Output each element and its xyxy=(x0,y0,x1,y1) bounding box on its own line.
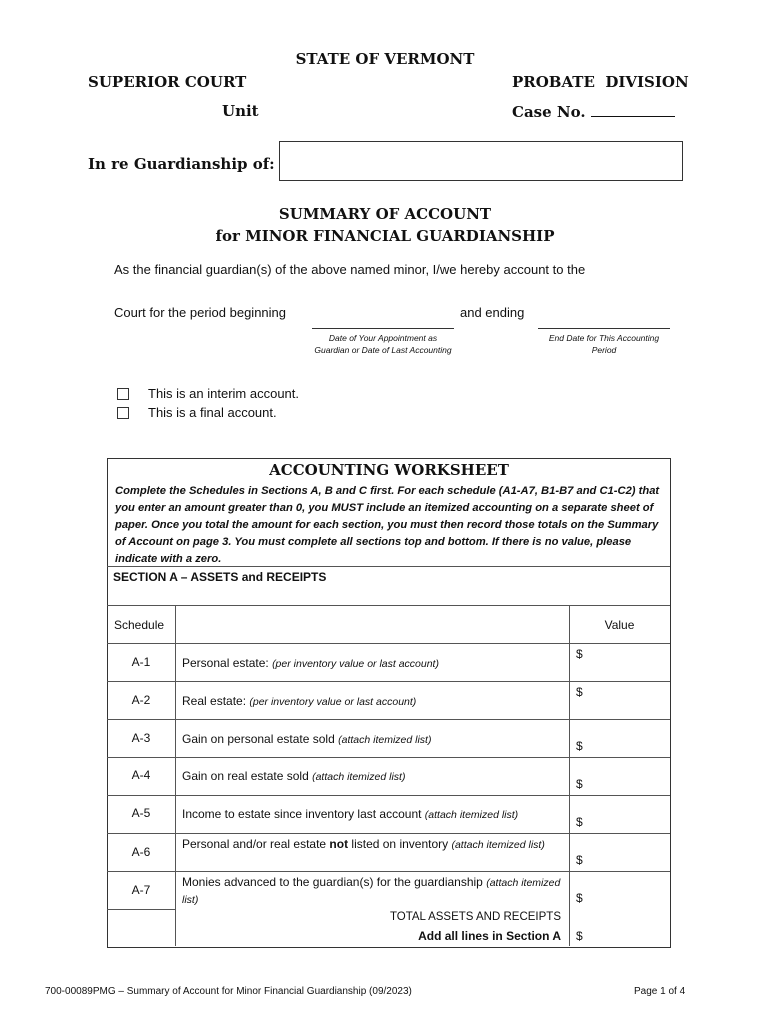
total-label: TOTAL ASSETS AND RECEIPTS xyxy=(389,911,561,923)
case-number-field[interactable] xyxy=(591,102,675,117)
row-a2-note: (per inventory value or last account) xyxy=(249,696,417,708)
row-a1-text: Personal estate: xyxy=(182,656,273,670)
divider xyxy=(107,605,670,606)
row-a3-note: (attach itemized list) xyxy=(338,734,432,746)
section-a-title: SECTION A – ASSETS and RECEIPTS xyxy=(113,570,327,584)
begin-date-field[interactable] xyxy=(312,328,454,329)
row-a4-description xyxy=(182,768,564,785)
row-a6-text-a: Personal and/or real estate xyxy=(182,837,330,851)
case-number-label xyxy=(512,102,675,121)
row-a6-description xyxy=(182,836,564,853)
form-title-line1: SUMMARY OF ACCOUNT xyxy=(278,205,492,223)
row-a3-description xyxy=(182,731,564,748)
a2-value-field[interactable]: $ xyxy=(576,685,583,699)
interim-checkbox[interactable] xyxy=(117,388,129,400)
row-a7-text: Monies advanced to the guardian(s) for the guardianship xyxy=(182,875,487,889)
column-divider xyxy=(569,605,570,946)
total-sub-label: Add all lines in Section A xyxy=(418,929,561,943)
state-heading: STATE OF VERMONT xyxy=(295,50,475,68)
a5-value-field[interactable]: $ xyxy=(576,815,583,829)
a6-value-field[interactable]: $ xyxy=(576,853,583,867)
total-value-field[interactable]: $ xyxy=(576,929,583,943)
division-heading: PROBATE DIVISION xyxy=(512,73,689,91)
guardianship-name-field[interactable] xyxy=(279,141,683,181)
form-id-footer: 700-00089PMG – Summary of Account for Minor Financial Guardianship (09/2023) xyxy=(45,986,412,997)
case-number-text: Case No. xyxy=(512,103,586,121)
a4-value-field[interactable]: $ xyxy=(576,777,583,791)
row-divider xyxy=(107,643,670,644)
row-divider xyxy=(107,909,176,910)
schedule-column-header: Schedule xyxy=(114,618,165,632)
final-checkbox[interactable] xyxy=(117,407,129,419)
row-a5-description xyxy=(182,806,564,823)
unit-label: Unit xyxy=(222,102,259,120)
row-divider xyxy=(107,833,670,834)
worksheet-title: ACCOUNTING WORKSHEET xyxy=(269,461,509,479)
a3-value-field[interactable]: $ xyxy=(576,739,583,753)
interim-label: This is an interim account. xyxy=(148,386,300,401)
a1-value-field[interactable]: $ xyxy=(576,647,583,661)
row-divider xyxy=(107,757,670,758)
row-a6-note: (attach itemized list) xyxy=(451,839,545,851)
end-date-field[interactable] xyxy=(538,328,670,329)
form-title-line2: for MINOR FINANCIAL GUARDIANSHIP xyxy=(215,227,555,245)
schedule-a1: A-1 xyxy=(131,655,151,669)
row-a2-text: Real estate: xyxy=(182,694,250,708)
row-a6-text-b: listed on inventory xyxy=(348,837,452,851)
row-a7-description xyxy=(182,874,564,908)
row-a7-note: (attach itemized list) xyxy=(182,877,561,906)
row-a2-description xyxy=(182,693,564,710)
period-begin-label: Court for the period beginning xyxy=(114,305,287,320)
row-a1-note: (per inventory value or last account) xyxy=(272,658,439,670)
value-column-header: Value xyxy=(604,618,635,632)
form-title xyxy=(0,203,770,247)
column-divider xyxy=(175,605,176,946)
period-end-label: and ending xyxy=(460,305,525,320)
final-label: This is a final account. xyxy=(148,405,277,420)
begin-date-caption: Date of Your Appointment as Guardian or Date of Last Accounting xyxy=(314,333,452,355)
row-divider xyxy=(107,719,670,720)
row-a3-text: Gain on personal estate sold xyxy=(182,732,339,746)
worksheet-instructions: Complete the Schedules in Sections A, B and C first. For each schedule (A1-A7, B1-B7 and C1-C2) that you enter an amount greater than 0, you MUST include an itemized accounting on a separate sheet of paper. Once you total the amount for each section, you must then record those totals on the Summary of Account on page 3. You must complete all sections top and bottom. If there is no value, please indicate with a zero. xyxy=(115,485,660,565)
in-re-label: In re Guardianship of: xyxy=(88,155,275,173)
a7-value-field[interactable]: $ xyxy=(576,891,583,905)
schedule-a2: A-2 xyxy=(131,693,151,707)
row-a6-text-bold: not xyxy=(329,837,349,851)
row-divider xyxy=(107,681,670,682)
row-a1-description xyxy=(182,655,564,672)
page-number: Page 1 of 4 xyxy=(634,986,686,997)
row-a5-note: (attach itemized list) xyxy=(424,809,519,821)
end-date-caption: End Date for This Accounting Period xyxy=(548,333,660,355)
row-a4-text: Gain on real estate sold xyxy=(182,769,313,783)
court-heading: SUPERIOR COURT xyxy=(88,73,247,91)
schedule-a4: A-4 xyxy=(131,768,151,782)
schedule-a6: A-6 xyxy=(131,845,151,859)
divider xyxy=(107,566,670,567)
row-divider xyxy=(107,871,670,872)
schedule-a5: A-5 xyxy=(131,806,151,820)
schedule-a3: A-3 xyxy=(131,731,151,745)
intro-text: As the financial guardian(s) of the above named minor, I/we hereby account to the xyxy=(114,262,586,277)
schedule-a7: A-7 xyxy=(131,883,151,897)
row-a4-note: (attach itemized list) xyxy=(312,771,406,783)
row-divider xyxy=(107,795,670,796)
row-a5-text: Income to estate since inventory last account xyxy=(182,807,425,821)
